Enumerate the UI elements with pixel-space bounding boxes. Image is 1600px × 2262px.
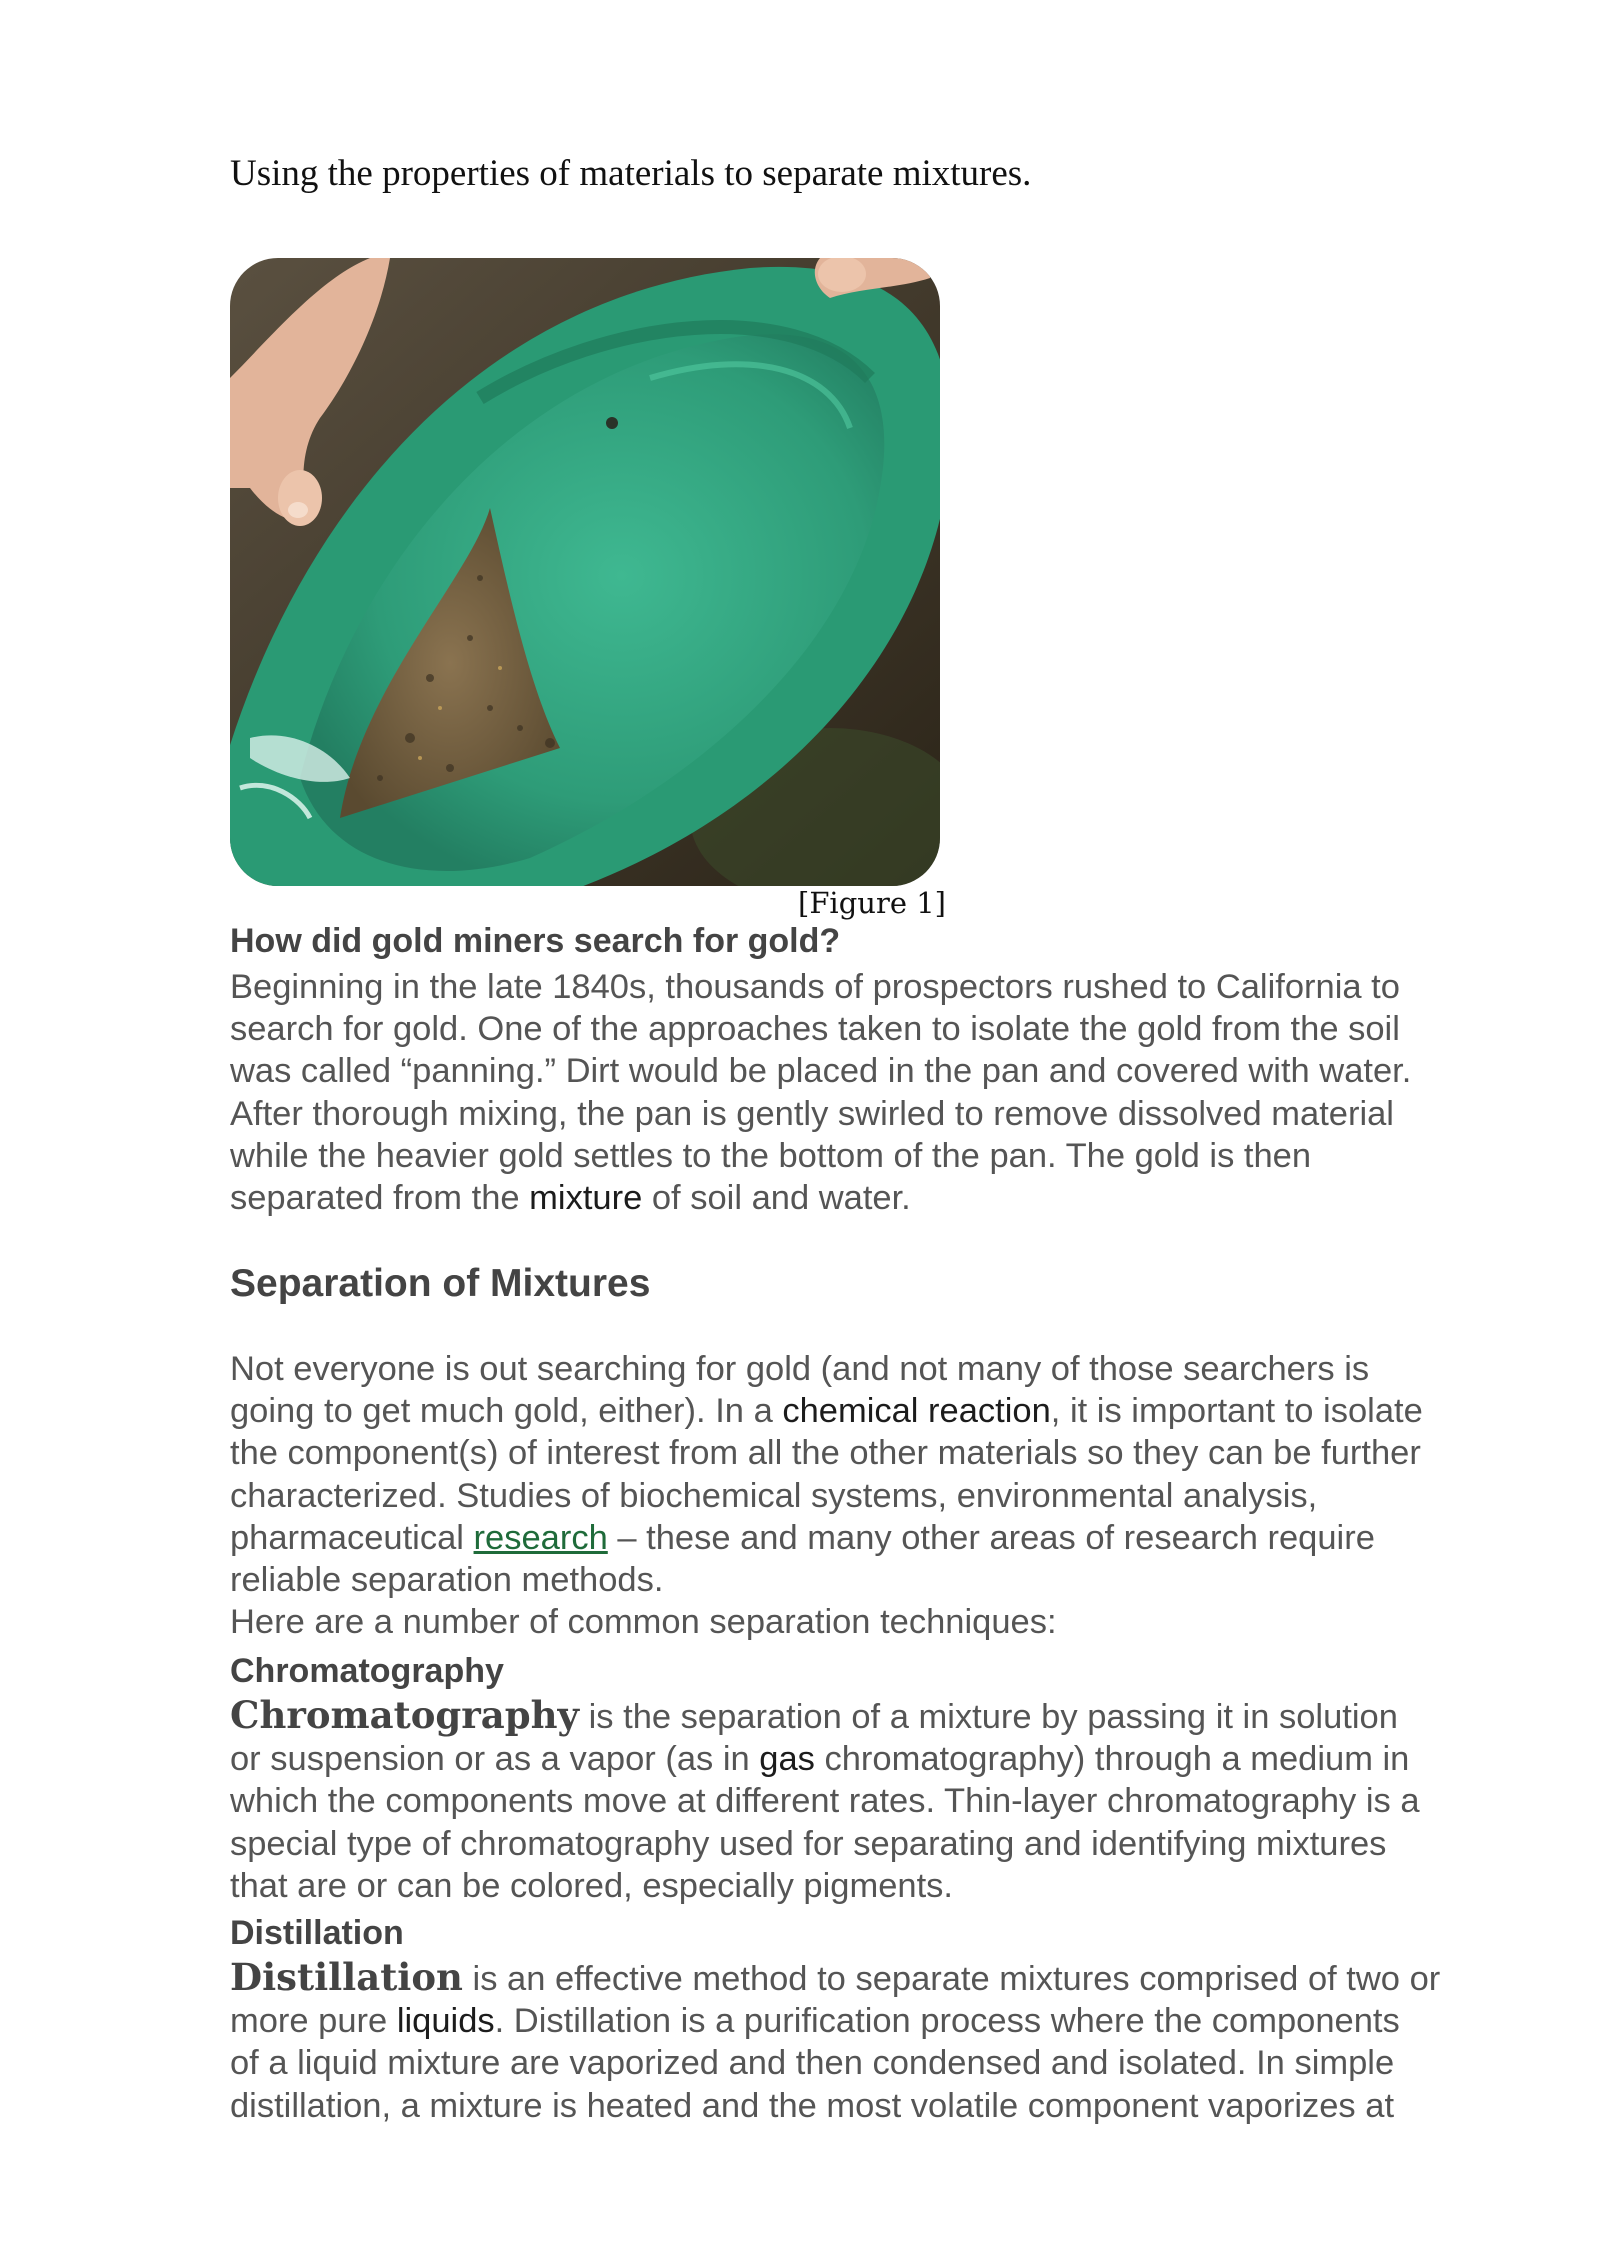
text-line: or suspension or as a vapor (as in gas chromatography) through a medium in — [230, 1740, 1410, 1779]
text-line: Not everyone is out searching for gold (and not many of those searchers is — [230, 1350, 1370, 1388]
term-gas[interactable]: gas — [759, 1740, 815, 1779]
research-link[interactable]: research — [473, 1518, 608, 1557]
text-line: Here are a number of common separation techniques: — [230, 1603, 1057, 1642]
text-line: of a liquid mixture are vaporized and then condensed and isolated. In simple — [230, 2044, 1395, 2083]
text-line: special type of chromatography used for separating and identifying mixtures — [230, 1824, 1387, 1863]
text-line: while the heavier gold settles to the bottom of the pan. The gold is then — [230, 1136, 1312, 1175]
term-liquids[interactable]: liquids — [396, 2002, 495, 2041]
separation-heading: Separation of Mixtures — [230, 1262, 651, 1305]
text-line: Beginning in the late 1840s, thousands of prospectors rushed to California to — [230, 968, 1400, 1006]
term-mixture[interactable]: mixture — [529, 1179, 643, 1218]
distillation-paragraph — [230, 1956, 1520, 2127]
gold-heading: How did gold miners search for gold? — [230, 922, 841, 960]
chromatography-heading: Chromatography — [230, 1652, 504, 1690]
distillation-heading: Distillation — [230, 1914, 404, 1952]
text-line: going to get much gold, either). In a chemical reaction, it is important to isolate — [230, 1392, 1423, 1431]
text-line: more pure liquids. Distillation is a purification process where the components — [230, 2002, 1400, 2041]
text-line: which the components move at different rates. Thin-layer chromatography is a — [230, 1782, 1420, 1821]
separation-paragraph — [230, 1348, 1520, 1643]
text-line: After thorough mixing, the pan is gently swirled to remove dissolved material — [230, 1094, 1394, 1133]
chromatography-lead-term: Chromatography — [230, 1693, 580, 1737]
term-chemical-reaction[interactable]: chemical reaction — [782, 1392, 1051, 1431]
text-line: characterized. Studies of biochemical systems, environmental analysis, — [230, 1476, 1318, 1515]
text-line: search for gold. One of the approaches taken to isolate the gold from the soil — [230, 1010, 1400, 1049]
text-line: Distillation is an effective method to separate mixtures comprised of two or — [230, 1955, 1441, 1999]
distillation-lead-term: Distillation — [230, 1955, 463, 1999]
gold-panning-photo — [230, 258, 940, 886]
document-title: Using the properties of materials to separate mixtures. — [230, 153, 1032, 194]
text-line: reliable separation methods. — [230, 1561, 664, 1600]
text-line: the component(s) of interest from all the other materials so they can be further — [230, 1434, 1421, 1473]
figure-caption: [Figure 1] — [798, 886, 946, 920]
gold-paragraph — [230, 966, 1520, 1219]
text-line: separated from the mixture of soil and water. — [230, 1179, 911, 1218]
text-line: pharmaceutical research – these and many other areas of research require — [230, 1518, 1375, 1557]
text-line: distillation, a mixture is heated and the most volatile component vaporizes at — [230, 2086, 1395, 2125]
text-line: was called “panning.” Dirt would be placed in the pan and covered with water. — [230, 1052, 1412, 1091]
text-line: that are or can be colored, especially pigments. — [230, 1866, 953, 1905]
text-line: Chromatography is the separation of a mixture by passing it in solution — [230, 1693, 1398, 1737]
chromatography-paragraph — [230, 1694, 1520, 1907]
